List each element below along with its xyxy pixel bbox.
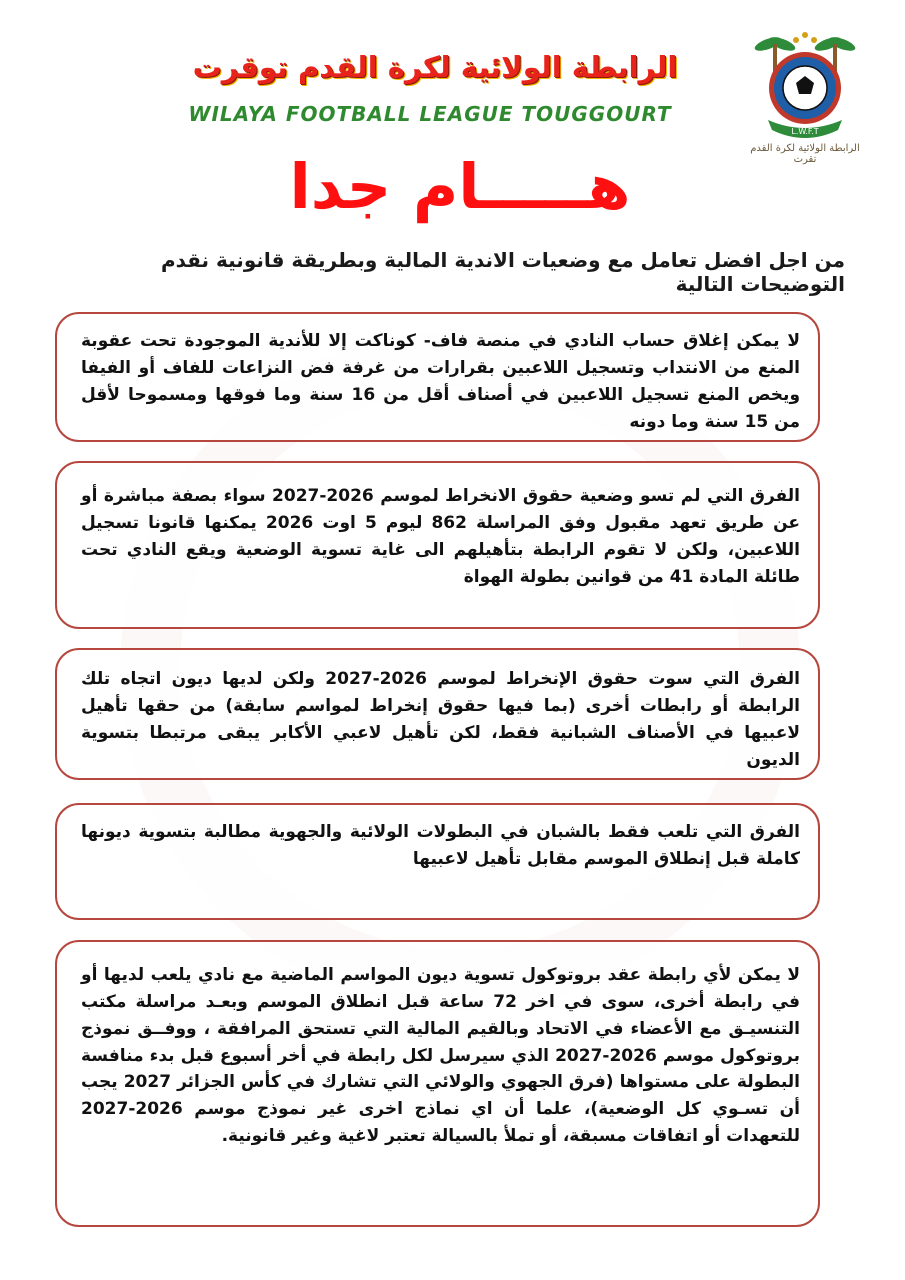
note-text-3: الفرق التي سوت حقوق الإنخراط لموسم 2026-2027 ولكن لديها ديون اتجاه تلك الرابطة أو رابطات أخرى (بما فيها حقوق إنخراط لمواسم سابقة) من حقها تأهيل لاعبيها في الأصناف الشبانية فقط، لكن تأهيل لاعبي الأكابر يبقى مرتبطا بتسوية الديون	[81, 669, 800, 770]
svg-text:L.W.F.T: L.W.F.T	[791, 127, 819, 136]
league-logo	[746, 26, 864, 156]
note-text-2: الفرق التي لم تسو وضعية حقوق الانخراط لموسم 2026-2027 سواء بصفة مباشرة أو عن طريق تعهد مقبول وفق المراسلة 862 ليوم 5 اوت 2026 يمكنها قانونا تسجيل اللاعبين، ولكن لا تقوم الرابطة بتأهيلهم الى غاية تسوية الوضعية ويقع النادي تحت طائلة المادة 41 من قوانين بطولة الهواة	[81, 486, 800, 587]
league-name-arabic: الرابطة الولائية لكرة القدم توقرت	[192, 50, 678, 84]
intro-line: من اجل افضل تعامل مع وضعيات الاندية المالية وبطريقة قانونية نقدم التوضيحات التالية	[160, 248, 845, 296]
note-box-5	[55, 940, 820, 1227]
important-title: هـــــام جدا	[289, 150, 631, 223]
note-text-5: لا يمكن لأي رابطة عقد بروتوكول تسوية ديون المواسم الماضية مع نادي يلعب لديها أو في رابطة أخرى، سوى في اخر 72 ساعة قبل انطلاق الموسم وبعـد مراسلة مكتب التنسيـق مع الأعضاء في الاتحاد وبالقيم المالية التي تستحق المرافقة ، ووفــق نموذج بروتوكول موسم 2026-2027 الذي سيرسل لكل رابطة في أخر أسبوع قبل بدء منافسة البطولة على مستواها (فرق الجهوي والولائي التي تشارك في كأس الجزائر 2027 يجب أن تسـوي كل الوضعية)، علما أن اي نماذج اخرى غير نموذج موسم 2026-2027 للتعهدات أو اتفاقات مسبقة، أو تملأ بالسيالة تعتبر لاغية وغير قانونية.	[81, 965, 801, 1147]
logo-caption: الرابطة الولائية لكرة القدم تقرت	[750, 143, 860, 165]
note-box-4	[55, 803, 820, 920]
note-text-4: الفرق التي تلعب فقط بالشبان في البطولات الولائية والجهوية مطالبة بتسوية ديونها كاملة قبل إنطلاق الموسم مقابل تأهيل لاعبيها	[81, 822, 800, 869]
note-box-2	[55, 461, 820, 629]
note-text-1: لا يمكن إغلاق حساب النادي في منصة فاف- كوناكت إلا للأندية الموجودة تحت عقوبة المنع من الانتداب وتسجيل اللاعبين بقرارات من غرفة فض النزاعات للفاف أو الفيفا ويخص المنع تسجيل اللاعبين في أصناف أقل من 16 سنة وما فوقها ومسموحا لأقل من 15 سنة وما دونه	[81, 331, 801, 432]
note-box-3	[55, 648, 820, 780]
league-name-english: WILAYA FOOTBALL LEAGUE TOUGGOURT	[188, 102, 672, 126]
note-box-1	[55, 312, 820, 442]
